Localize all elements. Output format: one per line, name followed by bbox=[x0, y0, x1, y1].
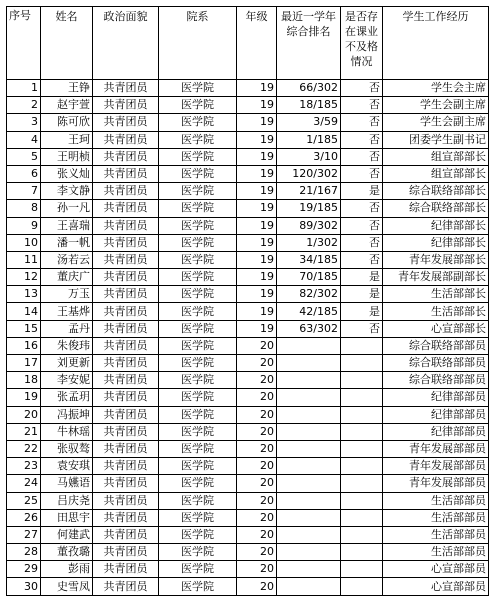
cell-name: 王铮 bbox=[41, 80, 93, 97]
table-row bbox=[7, 217, 489, 234]
cell-department: 医学院 bbox=[159, 406, 237, 423]
cell-failed-course bbox=[341, 440, 383, 457]
cell-work-experience: 生活部部长 bbox=[383, 303, 489, 320]
table-row bbox=[7, 544, 489, 561]
cell-department: 医学院 bbox=[159, 183, 237, 200]
cell-work-experience: 青年发展部部员 bbox=[383, 458, 489, 475]
table-row bbox=[7, 303, 489, 320]
cell-grade: 19 bbox=[237, 303, 277, 320]
cell-index: 1 bbox=[7, 80, 41, 97]
cell-failed-course bbox=[341, 561, 383, 578]
cell-index: 2 bbox=[7, 97, 41, 114]
cell-failed-course: 否 bbox=[341, 80, 383, 97]
cell-index: 4 bbox=[7, 131, 41, 148]
cell-ranking: 19/185 bbox=[277, 200, 341, 217]
cell-failed-course: 否 bbox=[341, 234, 383, 251]
table-row bbox=[7, 509, 489, 526]
cell-political-status: 共青团员 bbox=[93, 475, 159, 492]
cell-failed-course bbox=[341, 389, 383, 406]
table-header bbox=[7, 7, 489, 80]
cell-ranking bbox=[277, 372, 341, 389]
cell-work-experience: 生活部部员 bbox=[383, 544, 489, 561]
table-row bbox=[7, 234, 489, 251]
cell-ranking: 1/302 bbox=[277, 234, 341, 251]
cell-grade: 20 bbox=[237, 458, 277, 475]
cell-name: 马嬿语 bbox=[41, 475, 93, 492]
cell-grade: 20 bbox=[237, 578, 277, 595]
cell-department: 医学院 bbox=[159, 148, 237, 165]
table-row bbox=[7, 183, 489, 200]
cell-work-experience: 生活部部员 bbox=[383, 492, 489, 509]
cell-grade: 19 bbox=[237, 320, 277, 337]
cell-name: 王明桢 bbox=[41, 148, 93, 165]
cell-political-status: 共青团员 bbox=[93, 269, 159, 286]
cell-name: 张驭骜 bbox=[41, 440, 93, 457]
cell-political-status: 共青团员 bbox=[93, 372, 159, 389]
cell-failed-course bbox=[341, 337, 383, 354]
cell-ranking bbox=[277, 440, 341, 457]
cell-name: 朱俊玮 bbox=[41, 337, 93, 354]
cell-failed-course: 否 bbox=[341, 217, 383, 234]
cell-index: 8 bbox=[7, 200, 41, 217]
cell-department: 医学院 bbox=[159, 80, 237, 97]
cell-department: 医学院 bbox=[159, 440, 237, 457]
cell-failed-course bbox=[341, 509, 383, 526]
cell-political-status: 共青团员 bbox=[93, 440, 159, 457]
cell-ranking bbox=[277, 578, 341, 595]
table-row bbox=[7, 131, 489, 148]
cell-grade: 19 bbox=[237, 217, 277, 234]
cell-failed-course: 是 bbox=[341, 303, 383, 320]
cell-political-status: 共青团员 bbox=[93, 286, 159, 303]
cell-index: 10 bbox=[7, 234, 41, 251]
student-work-table bbox=[6, 6, 489, 596]
cell-political-status: 共青团员 bbox=[93, 544, 159, 561]
cell-index: 9 bbox=[7, 217, 41, 234]
cell-political-status: 共青团员 bbox=[93, 183, 159, 200]
cell-index: 7 bbox=[7, 183, 41, 200]
cell-grade: 20 bbox=[237, 526, 277, 543]
cell-grade: 19 bbox=[237, 200, 277, 217]
cell-department: 医学院 bbox=[159, 389, 237, 406]
cell-failed-course bbox=[341, 372, 383, 389]
cell-index: 13 bbox=[7, 286, 41, 303]
cell-failed-course bbox=[341, 578, 383, 595]
cell-department: 医学院 bbox=[159, 200, 237, 217]
cell-work-experience: 生活部部长 bbox=[383, 286, 489, 303]
table-row bbox=[7, 372, 489, 389]
cell-ranking: 34/185 bbox=[277, 251, 341, 268]
cell-department: 医学院 bbox=[159, 423, 237, 440]
cell-index: 3 bbox=[7, 114, 41, 131]
cell-failed-course: 否 bbox=[341, 97, 383, 114]
cell-department: 医学院 bbox=[159, 544, 237, 561]
cell-grade: 19 bbox=[237, 80, 277, 97]
cell-political-status: 共青团员 bbox=[93, 423, 159, 440]
cell-political-status: 共青团员 bbox=[93, 148, 159, 165]
table-row bbox=[7, 355, 489, 372]
cell-name: 刘更新 bbox=[41, 355, 93, 372]
cell-index: 12 bbox=[7, 269, 41, 286]
cell-ranking bbox=[277, 561, 341, 578]
header-index: 序号 bbox=[7, 7, 41, 80]
cell-work-experience: 青年发展部部员 bbox=[383, 475, 489, 492]
cell-ranking: 3/59 bbox=[277, 114, 341, 131]
cell-failed-course: 是 bbox=[341, 269, 383, 286]
cell-political-status: 共青团员 bbox=[93, 251, 159, 268]
cell-index: 15 bbox=[7, 320, 41, 337]
table-row bbox=[7, 440, 489, 457]
cell-failed-course: 是 bbox=[341, 183, 383, 200]
cell-work-experience: 纪律部部长 bbox=[383, 217, 489, 234]
cell-political-status: 共青团员 bbox=[93, 526, 159, 543]
cell-name: 牛林瑶 bbox=[41, 423, 93, 440]
cell-work-experience: 心宣部部长 bbox=[383, 320, 489, 337]
cell-name: 汤若云 bbox=[41, 251, 93, 268]
cell-department: 医学院 bbox=[159, 251, 237, 268]
cell-department: 医学院 bbox=[159, 114, 237, 131]
cell-department: 医学院 bbox=[159, 337, 237, 354]
cell-political-status: 共青团员 bbox=[93, 458, 159, 475]
cell-grade: 20 bbox=[237, 337, 277, 354]
table-row bbox=[7, 492, 489, 509]
cell-name: 孙一凡 bbox=[41, 200, 93, 217]
cell-index: 19 bbox=[7, 389, 41, 406]
cell-political-status: 共青团员 bbox=[93, 97, 159, 114]
cell-name: 田思宇 bbox=[41, 509, 93, 526]
header-failed-course: 是否存在课业不及格情况 bbox=[341, 7, 383, 80]
cell-grade: 19 bbox=[237, 148, 277, 165]
cell-political-status: 共青团员 bbox=[93, 389, 159, 406]
cell-work-experience: 生活部部员 bbox=[383, 526, 489, 543]
cell-failed-course bbox=[341, 475, 383, 492]
cell-index: 5 bbox=[7, 148, 41, 165]
cell-department: 医学院 bbox=[159, 217, 237, 234]
cell-name: 袁安琪 bbox=[41, 458, 93, 475]
cell-political-status: 共青团员 bbox=[93, 234, 159, 251]
table-row bbox=[7, 200, 489, 217]
cell-political-status: 共青团员 bbox=[93, 509, 159, 526]
cell-political-status: 共青团员 bbox=[93, 165, 159, 182]
cell-failed-course bbox=[341, 492, 383, 509]
cell-department: 医学院 bbox=[159, 492, 237, 509]
cell-ranking bbox=[277, 492, 341, 509]
cell-grade: 20 bbox=[237, 389, 277, 406]
cell-name: 赵宇萱 bbox=[41, 97, 93, 114]
cell-ranking bbox=[277, 458, 341, 475]
cell-department: 医学院 bbox=[159, 458, 237, 475]
cell-work-experience: 学生会副主席 bbox=[383, 97, 489, 114]
cell-grade: 20 bbox=[237, 440, 277, 457]
cell-work-experience: 综合联络部部员 bbox=[383, 372, 489, 389]
header-row bbox=[7, 7, 489, 80]
cell-ranking: 21/167 bbox=[277, 183, 341, 200]
cell-work-experience: 心宣部部员 bbox=[383, 578, 489, 595]
cell-failed-course: 否 bbox=[341, 320, 383, 337]
cell-ranking: 63/302 bbox=[277, 320, 341, 337]
cell-department: 医学院 bbox=[159, 269, 237, 286]
cell-ranking bbox=[277, 544, 341, 561]
cell-ranking bbox=[277, 475, 341, 492]
cell-work-experience: 生活部部员 bbox=[383, 509, 489, 526]
cell-grade: 20 bbox=[237, 423, 277, 440]
header-ranking: 最近一学年综合排名 bbox=[277, 7, 341, 80]
cell-political-status: 共青团员 bbox=[93, 303, 159, 320]
cell-department: 医学院 bbox=[159, 320, 237, 337]
cell-index: 21 bbox=[7, 423, 41, 440]
cell-work-experience: 青年发展部部长 bbox=[383, 251, 489, 268]
table-row bbox=[7, 406, 489, 423]
cell-department: 医学院 bbox=[159, 131, 237, 148]
cell-ranking bbox=[277, 337, 341, 354]
cell-failed-course bbox=[341, 406, 383, 423]
cell-ranking: 18/185 bbox=[277, 97, 341, 114]
table-row bbox=[7, 561, 489, 578]
cell-index: 26 bbox=[7, 509, 41, 526]
cell-failed-course: 是 bbox=[341, 286, 383, 303]
table-row bbox=[7, 475, 489, 492]
cell-name: 董庆广 bbox=[41, 269, 93, 286]
cell-name: 李安妮 bbox=[41, 372, 93, 389]
cell-ranking bbox=[277, 406, 341, 423]
cell-grade: 20 bbox=[237, 492, 277, 509]
cell-work-experience: 学生会主席 bbox=[383, 80, 489, 97]
table-row bbox=[7, 269, 489, 286]
cell-index: 30 bbox=[7, 578, 41, 595]
cell-grade: 20 bbox=[237, 406, 277, 423]
cell-ranking: 1/185 bbox=[277, 131, 341, 148]
cell-index: 29 bbox=[7, 561, 41, 578]
cell-name: 彭雨 bbox=[41, 561, 93, 578]
cell-index: 11 bbox=[7, 251, 41, 268]
table-row bbox=[7, 97, 489, 114]
cell-failed-course bbox=[341, 544, 383, 561]
table-row bbox=[7, 148, 489, 165]
cell-name: 史雪凤 bbox=[41, 578, 93, 595]
table-row bbox=[7, 389, 489, 406]
table-body bbox=[7, 80, 489, 596]
cell-name: 孟丹 bbox=[41, 320, 93, 337]
cell-name: 王喜瑞 bbox=[41, 217, 93, 234]
cell-grade: 19 bbox=[237, 114, 277, 131]
cell-failed-course bbox=[341, 423, 383, 440]
table-row bbox=[7, 286, 489, 303]
cell-ranking: 82/302 bbox=[277, 286, 341, 303]
cell-political-status: 共青团员 bbox=[93, 114, 159, 131]
cell-grade: 20 bbox=[237, 372, 277, 389]
cell-index: 27 bbox=[7, 526, 41, 543]
header-grade: 年级 bbox=[237, 7, 277, 80]
cell-index: 16 bbox=[7, 337, 41, 354]
cell-grade: 20 bbox=[237, 355, 277, 372]
cell-work-experience: 组宣部部长 bbox=[383, 148, 489, 165]
cell-work-experience: 青年发展部副部长 bbox=[383, 269, 489, 286]
cell-department: 医学院 bbox=[159, 286, 237, 303]
cell-political-status: 共青团员 bbox=[93, 131, 159, 148]
cell-department: 医学院 bbox=[159, 509, 237, 526]
cell-political-status: 共青团员 bbox=[93, 492, 159, 509]
cell-grade: 19 bbox=[237, 269, 277, 286]
cell-political-status: 共青团员 bbox=[93, 217, 159, 234]
cell-ranking: 89/302 bbox=[277, 217, 341, 234]
table-row bbox=[7, 251, 489, 268]
cell-grade: 19 bbox=[237, 251, 277, 268]
cell-name: 张孟玥 bbox=[41, 389, 93, 406]
cell-department: 医学院 bbox=[159, 561, 237, 578]
cell-work-experience: 综合联络部部员 bbox=[383, 337, 489, 354]
cell-department: 医学院 bbox=[159, 97, 237, 114]
cell-index: 24 bbox=[7, 475, 41, 492]
cell-grade: 19 bbox=[237, 183, 277, 200]
cell-political-status: 共青团员 bbox=[93, 561, 159, 578]
cell-name: 吕庆尧 bbox=[41, 492, 93, 509]
cell-political-status: 共青团员 bbox=[93, 200, 159, 217]
cell-work-experience: 综合联络部部员 bbox=[383, 355, 489, 372]
table-row bbox=[7, 337, 489, 354]
cell-work-experience: 纪律部部员 bbox=[383, 406, 489, 423]
cell-index: 23 bbox=[7, 458, 41, 475]
cell-grade: 19 bbox=[237, 286, 277, 303]
cell-department: 医学院 bbox=[159, 355, 237, 372]
cell-department: 医学院 bbox=[159, 165, 237, 182]
cell-grade: 20 bbox=[237, 475, 277, 492]
cell-failed-course: 否 bbox=[341, 148, 383, 165]
header-work-experience: 学生工作经历 bbox=[383, 7, 489, 80]
cell-department: 医学院 bbox=[159, 475, 237, 492]
cell-work-experience: 团委学生副书记 bbox=[383, 131, 489, 148]
table-row bbox=[7, 165, 489, 182]
cell-political-status: 共青团员 bbox=[93, 337, 159, 354]
cell-index: 25 bbox=[7, 492, 41, 509]
cell-work-experience: 青年发展部部员 bbox=[383, 440, 489, 457]
cell-ranking bbox=[277, 423, 341, 440]
cell-work-experience: 综合联络部部长 bbox=[383, 200, 489, 217]
cell-political-status: 共青团员 bbox=[93, 406, 159, 423]
cell-political-status: 共青团员 bbox=[93, 355, 159, 372]
cell-ranking bbox=[277, 355, 341, 372]
cell-failed-course: 否 bbox=[341, 131, 383, 148]
cell-work-experience: 心宣部部员 bbox=[383, 561, 489, 578]
cell-failed-course: 否 bbox=[341, 251, 383, 268]
cell-ranking: 66/302 bbox=[277, 80, 341, 97]
table-row bbox=[7, 80, 489, 97]
cell-work-experience: 纪律部部长 bbox=[383, 234, 489, 251]
cell-name: 何建武 bbox=[41, 526, 93, 543]
cell-grade: 20 bbox=[237, 561, 277, 578]
cell-ranking: 3/10 bbox=[277, 148, 341, 165]
cell-grade: 19 bbox=[237, 234, 277, 251]
cell-index: 20 bbox=[7, 406, 41, 423]
cell-name: 万玉 bbox=[41, 286, 93, 303]
cell-department: 医学院 bbox=[159, 526, 237, 543]
cell-index: 28 bbox=[7, 544, 41, 561]
cell-failed-course bbox=[341, 458, 383, 475]
table-row bbox=[7, 114, 489, 131]
cell-failed-course: 否 bbox=[341, 165, 383, 182]
cell-grade: 19 bbox=[237, 97, 277, 114]
cell-political-status: 共青团员 bbox=[93, 320, 159, 337]
cell-work-experience: 综合联络部部长 bbox=[383, 183, 489, 200]
cell-department: 医学院 bbox=[159, 578, 237, 595]
cell-work-experience: 纪律部部员 bbox=[383, 389, 489, 406]
cell-failed-course: 否 bbox=[341, 200, 383, 217]
table-row bbox=[7, 578, 489, 595]
cell-name: 董孜璐 bbox=[41, 544, 93, 561]
cell-ranking: 42/185 bbox=[277, 303, 341, 320]
cell-index: 6 bbox=[7, 165, 41, 182]
cell-index: 14 bbox=[7, 303, 41, 320]
cell-work-experience: 组宣部部长 bbox=[383, 165, 489, 182]
header-political-status: 政治面貌 bbox=[93, 7, 159, 80]
cell-name: 冯振坤 bbox=[41, 406, 93, 423]
cell-name: 王珂 bbox=[41, 131, 93, 148]
cell-work-experience: 学生会副主席 bbox=[383, 114, 489, 131]
cell-ranking bbox=[277, 526, 341, 543]
cell-work-experience: 纪律部部员 bbox=[383, 423, 489, 440]
table-row bbox=[7, 423, 489, 440]
cell-grade: 20 bbox=[237, 544, 277, 561]
cell-grade: 19 bbox=[237, 165, 277, 182]
cell-grade: 20 bbox=[237, 509, 277, 526]
table-row bbox=[7, 458, 489, 475]
cell-name: 李文静 bbox=[41, 183, 93, 200]
cell-name: 潘一帆 bbox=[41, 234, 93, 251]
header-department: 院系 bbox=[159, 7, 237, 80]
cell-grade: 19 bbox=[237, 131, 277, 148]
cell-failed-course bbox=[341, 526, 383, 543]
cell-index: 17 bbox=[7, 355, 41, 372]
cell-name: 王基烨 bbox=[41, 303, 93, 320]
cell-ranking bbox=[277, 509, 341, 526]
cell-ranking: 70/185 bbox=[277, 269, 341, 286]
cell-department: 医学院 bbox=[159, 303, 237, 320]
cell-political-status: 共青团员 bbox=[93, 80, 159, 97]
cell-name: 陈可欣 bbox=[41, 114, 93, 131]
cell-name: 张义灿 bbox=[41, 165, 93, 182]
table-row bbox=[7, 320, 489, 337]
cell-failed-course: 否 bbox=[341, 114, 383, 131]
cell-political-status: 共青团员 bbox=[93, 578, 159, 595]
cell-department: 医学院 bbox=[159, 372, 237, 389]
header-name: 姓名 bbox=[41, 7, 93, 80]
cell-index: 22 bbox=[7, 440, 41, 457]
cell-ranking bbox=[277, 389, 341, 406]
cell-failed-course bbox=[341, 355, 383, 372]
cell-ranking: 120/302 bbox=[277, 165, 341, 182]
cell-index: 18 bbox=[7, 372, 41, 389]
table-row bbox=[7, 526, 489, 543]
cell-department: 医学院 bbox=[159, 234, 237, 251]
